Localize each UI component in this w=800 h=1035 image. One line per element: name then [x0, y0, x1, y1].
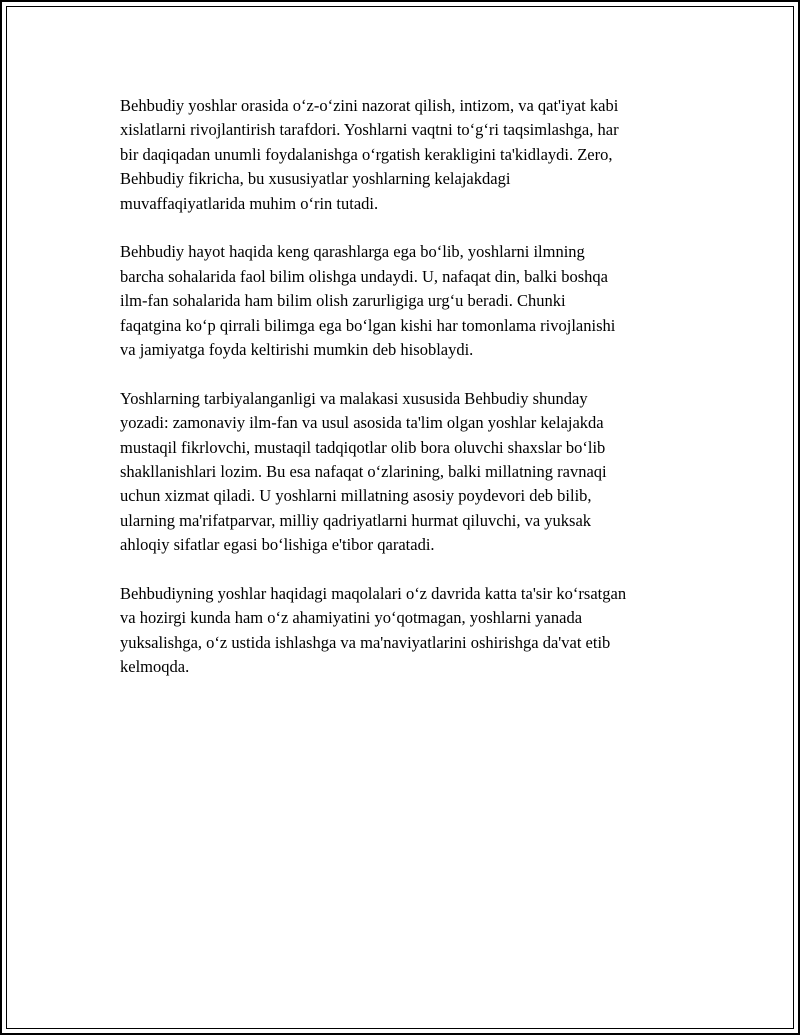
paragraph-3: Yoshlarning tarbiyalanganligi va malakasi xususida Behbudiy shunday yozadi: zamonaviy ilm-fan va usul asosida ta'lim olgan yoshlar kelajakda mustaqil fikrlovchi, mustaqil tadqiqotlar olib bora oluvchi shaxslar bo‘lib shakllanishlari lozim. Bu esa nafaqat o‘zlarining, balki millatning ravnaqi uchun xizmat qiladi. U yoshlarni millatning asosiy poydevori deb bilib, ularning ma'rifatparvar, milliy qadriyatlarni hurmat qiluvchi, va yuksak ahloqiy sifatlar egasi bo‘lishiga e'tibor qaratadi.: [120, 388, 607, 555]
paragraph-4: Behbudiyning yoshlar haqidagi maqolalari o‘z davrida katta ta'sir ko‘rsatgan va hozirgi kunda ham o‘z ahamiyatini yo‘qotmagan, yoshlarni yanada yuksalishga, o‘z ustida ishlashga va ma'naviyatlarini oshirishga da'vat etib kelmoqda.: [120, 584, 627, 677]
paragraph-1: Behbudiy yoshlar orasida o‘z-o‘zini nazorat qilish, intizom, va qat'iyat kabi xislatlarni rivojlantirish tarafdori. Yoshlarni vaqtni to‘g‘ri taqsimlashga, har bir daqiqadan unumli foydalanishga o‘rgatish kerakligini ta'kidlaydi. Zero, Behbudiy fikricha, bu xususiyatlar yoshlarning kelajakdagi muvaffaqiyatlarida muhim o‘rin tutadi.: [120, 96, 619, 213]
paragraph-2: Behbudiy hayot haqida keng qarashlarga ega bo‘lib, yoshlarni ilmning barcha sohalarida faol bilim olishga undaydi. U, nafaqat din, balki boshqa ilm-fan sohalarida ham bilim olish zarurligiga urg‘u beradi. Chunki faqatgina ko‘p qirrali bilimga ega bo‘lgan kishi har tomonlama rivojlanishi va jamiyatga foyda keltirishi mumkin deb hisoblaydi.: [120, 242, 616, 360]
document-body: [120, 94, 690, 704]
